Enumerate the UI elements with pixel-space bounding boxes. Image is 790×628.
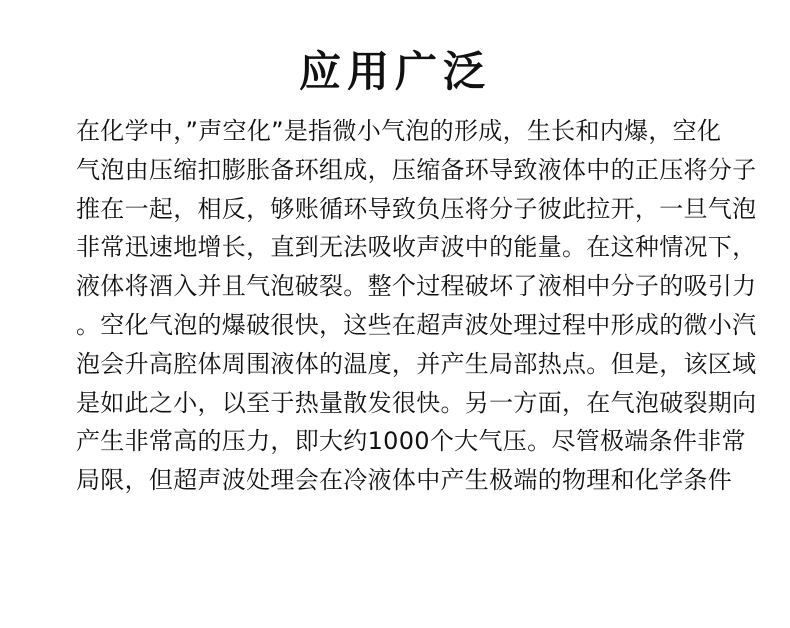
- paragraph-line-6: 。空化气泡的爆破很快，这些在超声波处理过程中形成的微小汽: [76, 310, 757, 339]
- paragraph-line-2: 气泡由压缩扣膨胀备环组成，压缩备环导致液体中的正压将分子: [76, 155, 757, 184]
- paragraph-line-1: 在化学中，”声空化”是指微小气泡的形成，生长和内爆，空化: [76, 117, 722, 145]
- paragraph-line-8: 是如此之小，以至于热量散发很快。另一方面，在气泡破裂期向: [76, 388, 757, 417]
- body-paragraph: [76, 112, 757, 500]
- paragraph-line-10: 局限，但超声波处理会在冷液体中产生极端的物理和化学条件: [76, 466, 733, 495]
- paragraph-line-7: 泡会升高腔体周围液体的温度，并产生局部热点。但是，该区域: [76, 349, 757, 378]
- paragraph-line-5: 液体将酒入并且气泡破裂。整个过程破坏了液相中分子的吸引力: [76, 272, 757, 301]
- paragraph-line-4: 非常迅速地增长，直到无法吸收声波中的能量。在这种情况下，: [76, 233, 757, 262]
- paragraph-line-9: 产生非常高的压力，即大约1000个大气压。尽管极端条件非常: [76, 427, 746, 456]
- paragraph-line-3: 推在一起，相反，够账循环导致负压将分子彼此拉开，一旦气泡: [76, 194, 757, 223]
- page-title: 应用广泛: [298, 47, 491, 96]
